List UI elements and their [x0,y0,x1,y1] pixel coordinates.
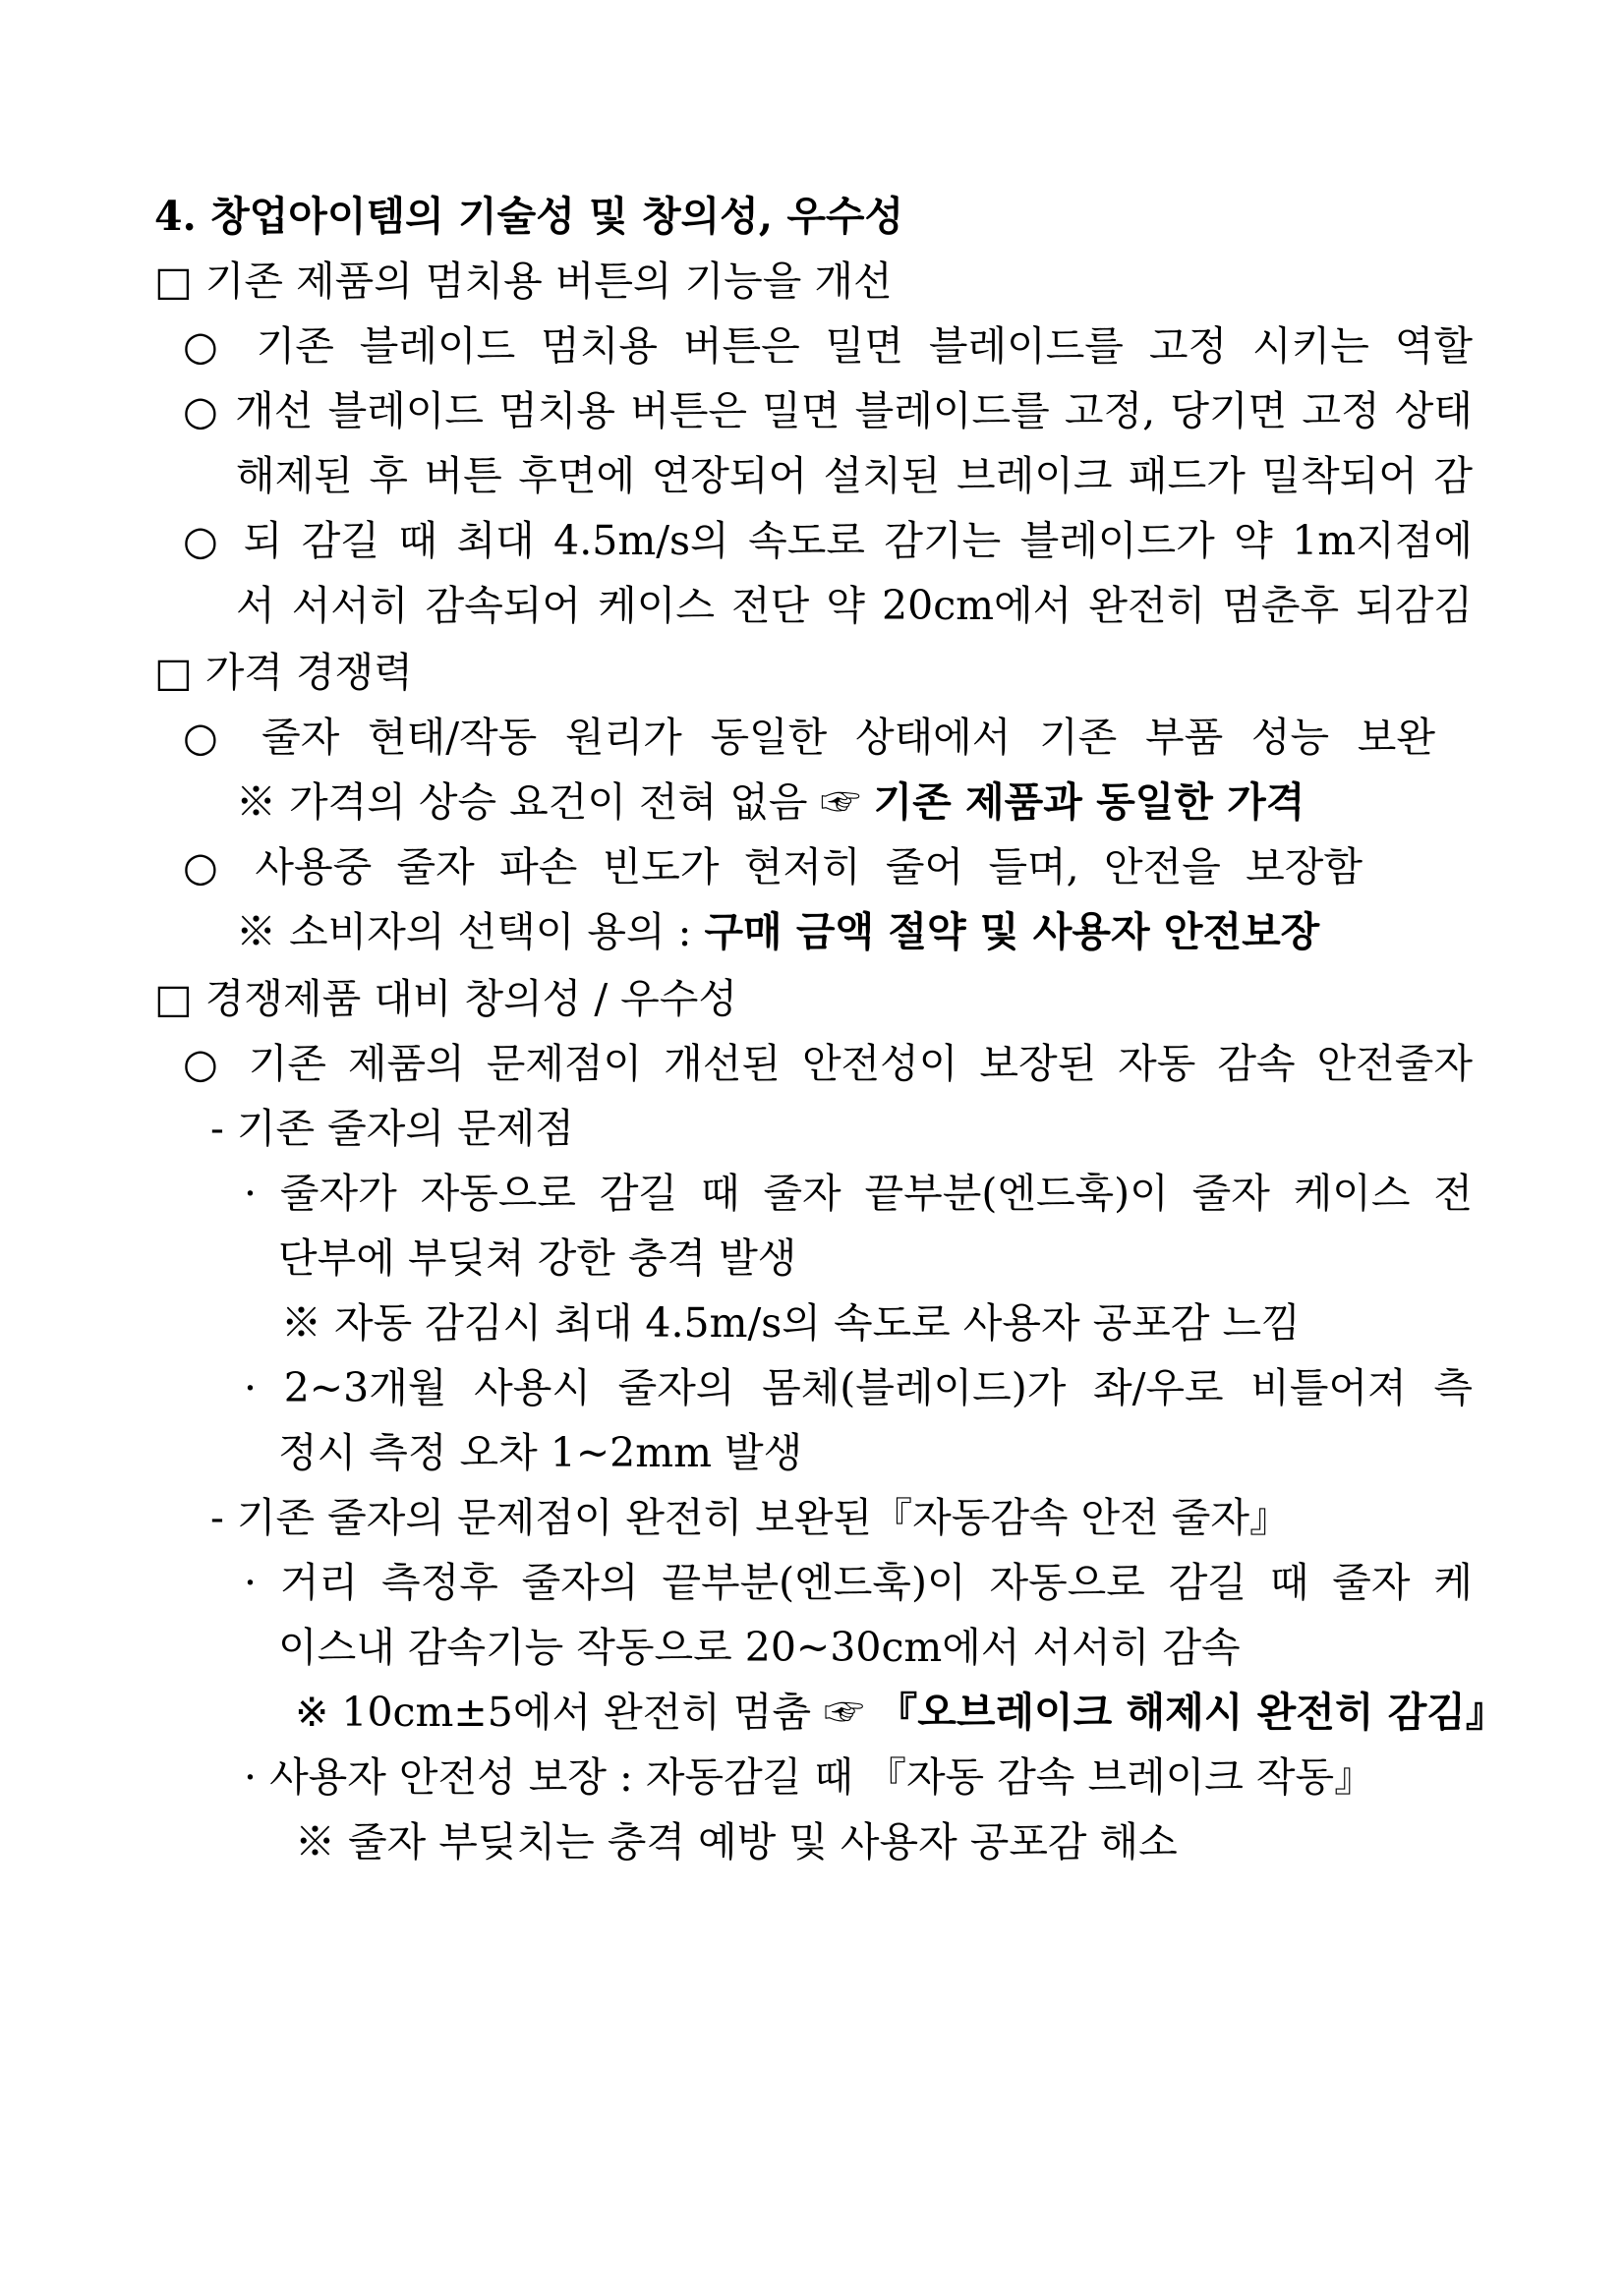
block3-note2 [295,1683,1506,1742]
block1-item1: ○ 기존 블레이드 멈치용 버튼은 밀면 블레이드를 고정 시키는 역할 [183,322,1473,370]
block3-bullet3: · 거리 측정후 줄자의 끝부분(엔드훅)이 자동으로 감길 때 줄자 케 [244,1559,1473,1606]
block3-dash1: - 기존 줄자의 문제점 [210,1105,574,1152]
block3-note3: ※ 줄자 부딪치는 충격 예방 및 사용자 공포감 해소 [295,1818,1178,1866]
block2-note1-text: ※ 가격의 상승 요건이 전혀 없음 ☞ [236,778,874,826]
block3-note2-emphasis: 『오브레이크 해제시 완전히 감김』 [877,1689,1506,1736]
block3-dash2: - 기존 줄자의 문제점이 완전히 보완된『자동감속 안전 줄자』 [210,1494,1291,1541]
block3-bullet2: · 2~3개월 사용시 줄자의 몸체(블레이드)가 좌/우로 비틀어져 측 [244,1364,1473,1411]
block2-note2-text: ※ 소비자의 선택이 용의 : [236,908,705,955]
block1-title: □ 기존 제품의 멈치용 버튼의 기능을 개선 [154,258,893,305]
block1-item3: ○ 되 감길 때 최대 4.5m/s의 속도로 감기는 블레이드가 약 1m지점에 [183,517,1473,564]
block2-note1 [236,773,1305,832]
block2-note1-emphasis: 기존 제품과 동일한 가격 [873,778,1305,826]
block2-note2-emphasis: 구매 금액 절약 및 사용자 안전보장 [704,908,1320,955]
block1-item3-cont: 서 서서히 감속되어 케이스 전단 약 20cm에서 완전히 멈춘후 되감김 [236,582,1473,629]
block3-item1: ○ 기존 제품의 문제점이 개선된 안전성이 보장된 자동 감속 안전줄자 [183,1040,1473,1087]
block3-bullet1: · 줄자가 자동으로 감길 때 줄자 끝부분(엔드훅)이 줄자 케이스 전 [244,1170,1473,1217]
block3-bullet2-cont: 정시 측정 오차 1~2mm 발생 [278,1429,803,1476]
block3-bullet1-cont: 단부에 부딪쳐 강한 충격 발생 [278,1234,797,1282]
block2-item1: ○ 줄자 현태/작동 원리가 동일한 상태에서 기존 부품 성능 보완 [183,714,1435,761]
block1-item2-cont: 해제된 후 버튼 후면에 연장되어 설치된 브레이크 패드가 밀착되어 감 [236,452,1473,499]
block2-note2 [236,902,1319,961]
block3-bullet3-cont: 이스내 감속기능 작동으로 20~30cm에서 서서히 감속 [278,1624,1241,1671]
block3-bullet4: · 사용자 안전성 보장 : 자동감길 때 『자동 감속 브레이크 작동』 [244,1753,1375,1801]
block3-title: □ 경쟁제품 대비 창의성 / 우수성 [154,975,737,1022]
block1-item2: ○ 개선 블레이드 멈치용 버튼은 밀면 블레이드를 고정, 당기면 고정 상태 [183,387,1473,434]
block3-note2-text: ※ 10cm±5에서 완전히 멈춤 ☞ [295,1689,878,1736]
block2-title: □ 가격 경쟁력 [154,649,413,696]
block3-note1: ※ 자동 감김시 최대 4.5m/s의 속도로 사용자 공포감 느낌 [281,1299,1301,1347]
block2-item2: ○ 사용중 줄자 파손 빈도가 현저히 줄어 들며, 안전을 보장함 [183,843,1363,890]
section-heading: 4. 창업아이템의 기술성 및 창의성, 우수성 [154,193,904,240]
